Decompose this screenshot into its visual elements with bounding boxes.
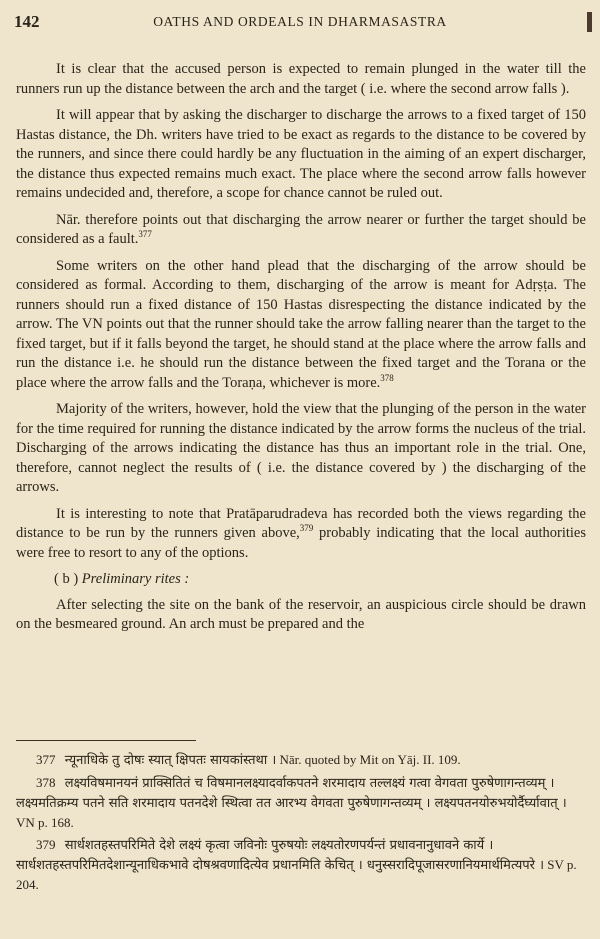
running-head: OATHS AND ORDEALS IN DHARMASASTRA <box>153 14 447 29</box>
footnote-citation: VN p. 168. <box>16 815 74 830</box>
footnote <box>16 773 586 832</box>
footnote-ref: 379 <box>299 523 314 534</box>
paragraph: Majority of the writers, however, hold the view that the plunging of the person in the water for the time required for running the distance indicated by the arrow forms the nucleus of the trial. Discharging of the arrows indicating the distance has thus an important role in the trial. One, therefore, cannot neglect the results of ( i.e. the distance covered by ) the discharging of the arrows. <box>16 401 586 495</box>
subheading-label: Preliminary rites : <box>81 571 190 587</box>
paragraph: After selecting the site on the bank of the reservoir, an auspicious circle should be drawn on the besmeared ground. An arch must be prepared and the <box>16 596 586 632</box>
footnote-ref: 377 <box>138 229 152 240</box>
footnotes <box>16 750 586 897</box>
paragraph: It is clear that the accused person is expected to remain plunged in the water till the runners run up the distance between the arch and the target ( i.e. where the second arrow falls ). <box>16 61 586 97</box>
page-number: 142 <box>14 12 40 31</box>
footnote-sanskrit: लक्ष्यविषमानयनं प्राक्सितितं च विषमानलक्ष्यादर्वाकपतने शरमादाय तल्लक्ष्यं गत्वा वेगवता पुरुषेणागन्तव्यम् । लक्ष्यमतिक्रम्य पतने सति शरमादाय पतनदेशे स्थित्वा तत आरभ्य वेगवता पुरुषेणागन्तव्यम् । लक्ष्यपतनयोरुभयोर्दैर्घ्यावात् । <box>16 776 567 811</box>
section-subheading <box>16 570 586 590</box>
footnote-number: 379 <box>36 837 56 852</box>
paragraph: Some writers on the other hand plead that the discharging of the arrow should be considered as formal. According to them, discharging of the arrow is meant for Adṛṣṭa. The runners should run a fixed distance of 150 Hastas disrespecting the distance indicated by the arrow. The VN points out that the runner should take the arrow falling nearer than the target to the fixed target, but if it falls beyond the target, he should stand at the place where the arrow falls and run the distance i.e. he should run the distance between the fixed target and the Torana or the place where the arrow falls and the Toraṇa, whichever is more.$^{378}$ <box>16 257 586 391</box>
page-edge-mark <box>587 12 592 32</box>
footnote-citation: Nār. quoted by Mit on Yāj. II. 109. <box>279 752 461 767</box>
footnote-divider <box>16 740 196 741</box>
footnote-citation: SV p. 204. <box>16 857 577 892</box>
footnote-number: 377 <box>36 752 56 767</box>
footnote-sanskrit: न्यूनाधिके तु दोषः स्यात् क्षिपतः सायकांस्तथा । <box>64 753 277 768</box>
footnote-ref: 378 <box>380 372 394 383</box>
footnote <box>16 835 586 894</box>
page-header <box>14 12 586 34</box>
main-text <box>16 60 586 642</box>
footnote-number: 378 <box>36 775 56 790</box>
footnote <box>16 750 586 770</box>
paragraph: It is interesting to note that Pratāparudradeva has recorded both the views regarding the distance to be run by the runners given above,$^{379}$ probably indicating that the local authorities were free to resort to any of the options. <box>16 505 586 561</box>
paragraph: Nār. therefore points out that discharging the arrow nearer or further the target should be considered as a fault.$^{377}$ <box>16 211 586 247</box>
footnote-sanskrit: सार्धशतहस्तपरिमिते देशे लक्ष्यं कृत्वा जविनोः पुरुषयोः लक्ष्यतोरणपर्यन्तं प्रधावनानुधावने कार्ये । सार्धशतहस्तपरिमितदेशान्यूनाधिकभावे दोषश्रवणादित्येव प्रधानमिति केचित् । धनुस्सरादिपूजासरणानियमार्थमित्यपरे । <box>16 838 545 873</box>
subheading-marker: ( b ) <box>54 571 79 587</box>
paragraph: It will appear that by asking the discharger to discharge the arrows to a fixed target of 150 Hastas distance, the Dh. writers have tried to be exact as regards to the distance to be covered by the runners, and since there could hardly be any fluctuation in the aiming of an expert discharger, the distance thus expected remains much exact. The place where the second arrow falls however remains undecided and, therefore, a scope for chance cannot be ruled out. <box>16 107 586 201</box>
